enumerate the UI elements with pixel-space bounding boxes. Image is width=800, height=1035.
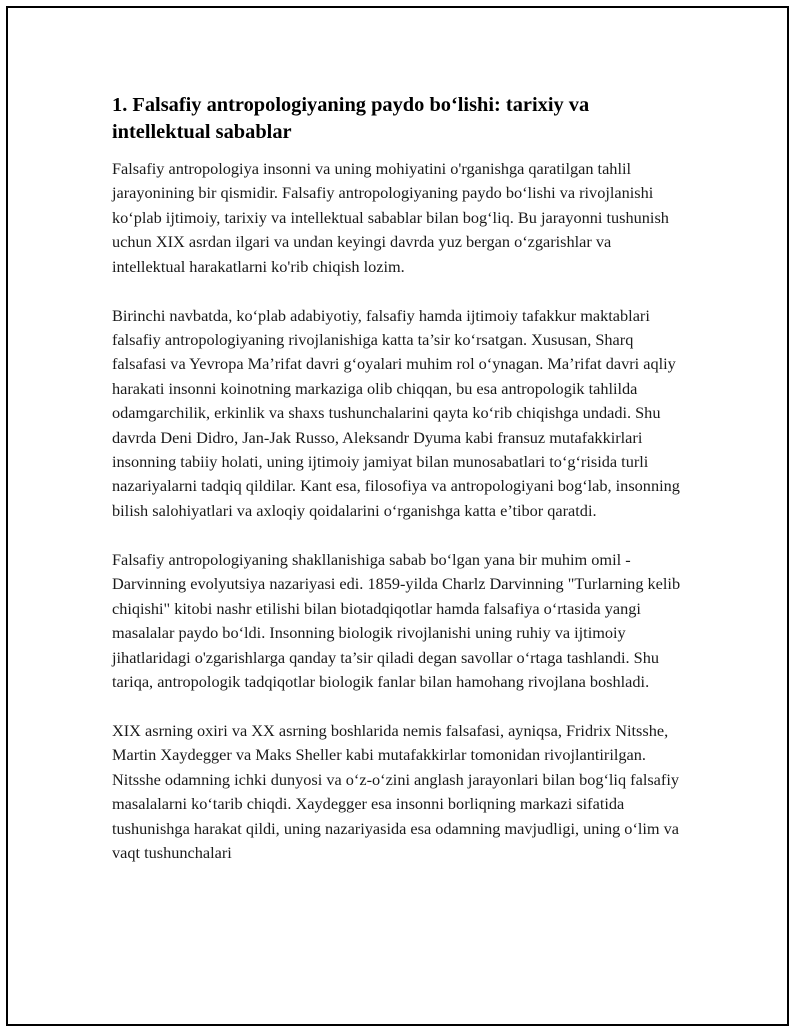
section-heading: 1. Falsafiy antropologiyaning paydo bo‘lishi: tarixiy va intellektual sabablar (112, 94, 590, 143)
paragraph-3: Falsafiy antropologiyaning shakllanishiga sabab bo‘lgan yana bir muhim omil - Darvinning evolyutsiya nazariyasi edi. 1859-yilda Charlz Darvinning "Turlarning kelib chiqishi" kitobi nashr etilishi bilan biotadqiqotlar hamda falsafiya o‘rtasida yangi masalalar paydo bo‘ldi. Insonning biologik rivojlanishi uning ruhiy va ijtimoiy jihatlaridagi o'zgarishlarga qanday ta’sir qiladi degan savollar o‘rtaga tashlandi. Shu tariqa, antropologik tadqiqotlar biologik fanlar bilan hamohang rivojlana boshladi. (112, 549, 681, 691)
document-body (112, 92, 686, 890)
paragraph-4: XIX asrning oxiri va XX asrning boshlarida nemis falsafasi, ayniqsa, Fridrix Nitsshe, Martin Xaydegger va Maks Sheller kabi mutafakkirlar tomonidan rivojlantirilgan. Nitsshe odamning ichki dunyosi va o‘z-o‘zini anglash jarayonlari bilan bog‘liq falsafiy masalalarni ko‘tarib chiqdi. Xaydegger esa insonni borliqning markazi sifatida tushunishga harakat qildi, uning nazariyasida esa odamning mavjudligi, uning o‘lim va vaqt tushunchalari (112, 720, 680, 862)
paragraph-2: Birinchi navbatda, ko‘plab adabiyotiy, falsafiy hamda ijtimoiy tafakkur maktablari falsafiy antropologiyaning rivojlanishiga katta ta’sir ko‘rsatgan. Xususan, Sharq falsafasi va Yevropa Ma’rifat davri g‘oyalari muhim rol o‘ynagan. Ma’rifat davri aqliy harakati insonni koinotning markaziga olib chiqqan, bu esa antropologik tahlilda odamgarchilik, erkinlik va shaxs tushunchalarini qayta ko‘rib chiqishga undadi. Shu davrda Deni Didro, Jan-Jak Russo, Aleksandr Dyuma kabi fransuz mutafakkirlari insonning tabiiy holati, uning ijtimoiy jamiyat bilan munosabatlari to‘g‘risida turli nazariyalarni tadqiq qildilar. Kant esa, filosofiya va antropologiyani bog‘lab, insonning bilish salohiyatlari va axloqiy qoidalarini o‘rganishga katta e’tibor qaratdi. (112, 305, 680, 520)
paragraph-1: Falsafiy antropologiya insonni va uning mohiyatini o'rganishga qaratilgan tahlil jarayonining bir qismidir. Falsafiy antropologiyaning paydo bo‘lishi va rivojlanishi ko‘plab ijtimoiy, tarixiy va intellektual sabablar bilan bog‘liq. Bu jarayonni tushunish uchun XIX asrdan ilgari va undan keyingi davrda yuz bergan o‘zgarishlar va intellektual harakatlarni ko'rib chiqish lozim. (112, 159, 669, 276)
